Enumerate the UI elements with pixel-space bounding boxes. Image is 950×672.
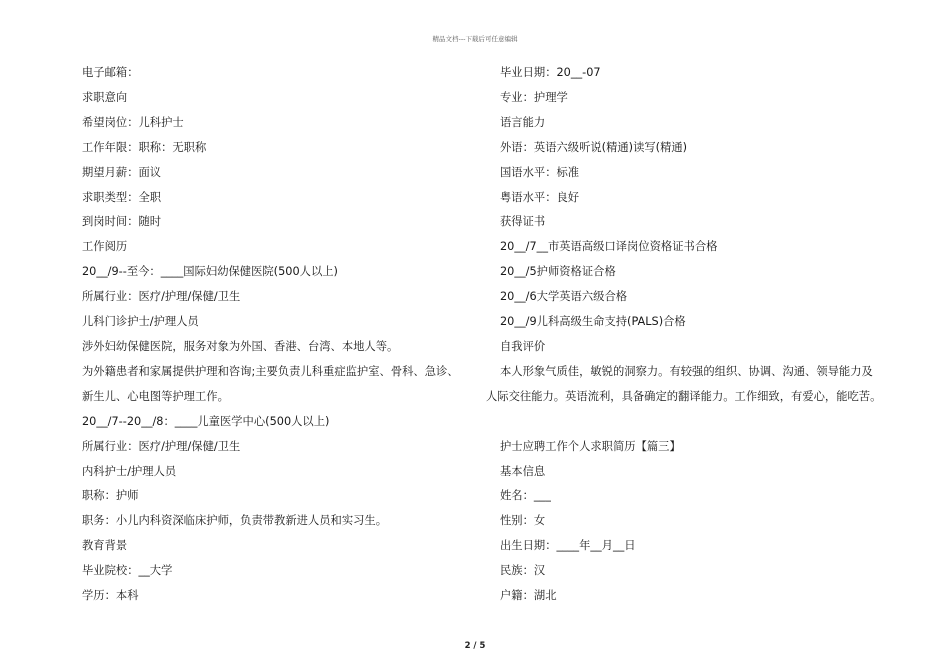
text-line: 毕业院校：__大学 — [82, 564, 173, 578]
document-title: 护士应聘工作个人求职简历【篇三】 — [500, 439, 681, 453]
text-line: 20__/5护师资格证合格 — [500, 265, 616, 279]
text-line: 20__/9儿科高级生命支持(PALS)合格 — [500, 315, 686, 329]
text-line: 姓名：___ — [500, 489, 551, 503]
left-column — [82, 63, 474, 611]
text-line: 出生日期：____年__月__日 — [500, 539, 636, 553]
text-line: 20__/6大学英语六级合格 — [500, 290, 628, 304]
text-line: 新生儿、心电图等护理工作。 — [82, 389, 229, 403]
section-heading: 求职意向 — [82, 90, 128, 104]
text-line: 儿科门诊护士/护理人员 — [82, 315, 199, 329]
text-line: 专业：护理学 — [500, 90, 568, 104]
section-heading: 教育背景 — [82, 539, 128, 553]
text-line: 为外籍患者和家属提供护理和咨询;主要负责儿科重症监护室、骨科、急诊、 — [82, 364, 459, 378]
text-line: 毕业日期：20__-07 — [500, 66, 601, 79]
text-line: 职务：小儿内科资深临床护师，负责带教新进人员和实习生。 — [82, 514, 388, 528]
text-line: 所属行业：医疗/护理/保健/卫生 — [82, 290, 241, 304]
section-heading: 自我评价 — [500, 339, 546, 353]
text-line: 20__/7--20__/8：____儿童医学中心(500人以上) — [82, 414, 330, 428]
blank-line — [486, 412, 898, 437]
text-line: 20__/7__市英语高级口译岗位资格证书合格 — [500, 240, 718, 254]
text-line: 工作年限：职称：无职称 — [82, 140, 207, 154]
text-line: 20__/9--至今：____国际妇幼保健医院(500人以上) — [82, 265, 338, 279]
text-line: 涉外妇幼保健医院，服务对象为外国、香港、台湾、本地人等。 — [82, 339, 399, 353]
section-heading: 语言能力 — [500, 115, 546, 129]
text-line: 学历：本科 — [82, 589, 139, 603]
text-line: 职称：护师 — [82, 489, 139, 503]
text-line: 内科护士/护理人员 — [82, 464, 177, 478]
page-header: 精品文档---下载后可任意编辑 — [432, 35, 518, 43]
text-line: 电子邮箱： — [82, 66, 139, 79]
text-line: 所属行业：医疗/护理/保健/卫生 — [82, 439, 241, 453]
text-line: 民族：汉 — [500, 564, 546, 578]
right-column — [486, 63, 898, 611]
text-line: 外语：英语六级听说(精通)读写(精通) — [500, 140, 688, 154]
text-line: 户籍：湖北 — [500, 589, 557, 603]
text-line: 粤语水平：良好 — [500, 190, 580, 204]
text-line: 性别：女 — [500, 514, 546, 528]
section-heading: 基本信息 — [500, 464, 546, 478]
section-heading: 工作阅历 — [82, 240, 128, 254]
text-line: 本人形象气质佳，敏锐的洞察力。有较强的组织、协调、沟通、领导能力及 — [500, 364, 873, 378]
text-line: 到岗时间：随时 — [82, 215, 162, 229]
page-number: 2 / 5 — [464, 641, 486, 651]
section-heading: 获得证书 — [500, 215, 546, 229]
text-line: 国语水平：标准 — [500, 165, 580, 179]
text-line: 求职类型：全职 — [82, 190, 162, 204]
text-line: 期望月薪：面议 — [82, 165, 162, 179]
text-line: 人际交往能力。英语流利，具备确定的翻译能力。工作细致，有爱心，能吃苦。 — [486, 389, 882, 403]
text-line: 希望岗位：儿科护士 — [82, 115, 184, 129]
